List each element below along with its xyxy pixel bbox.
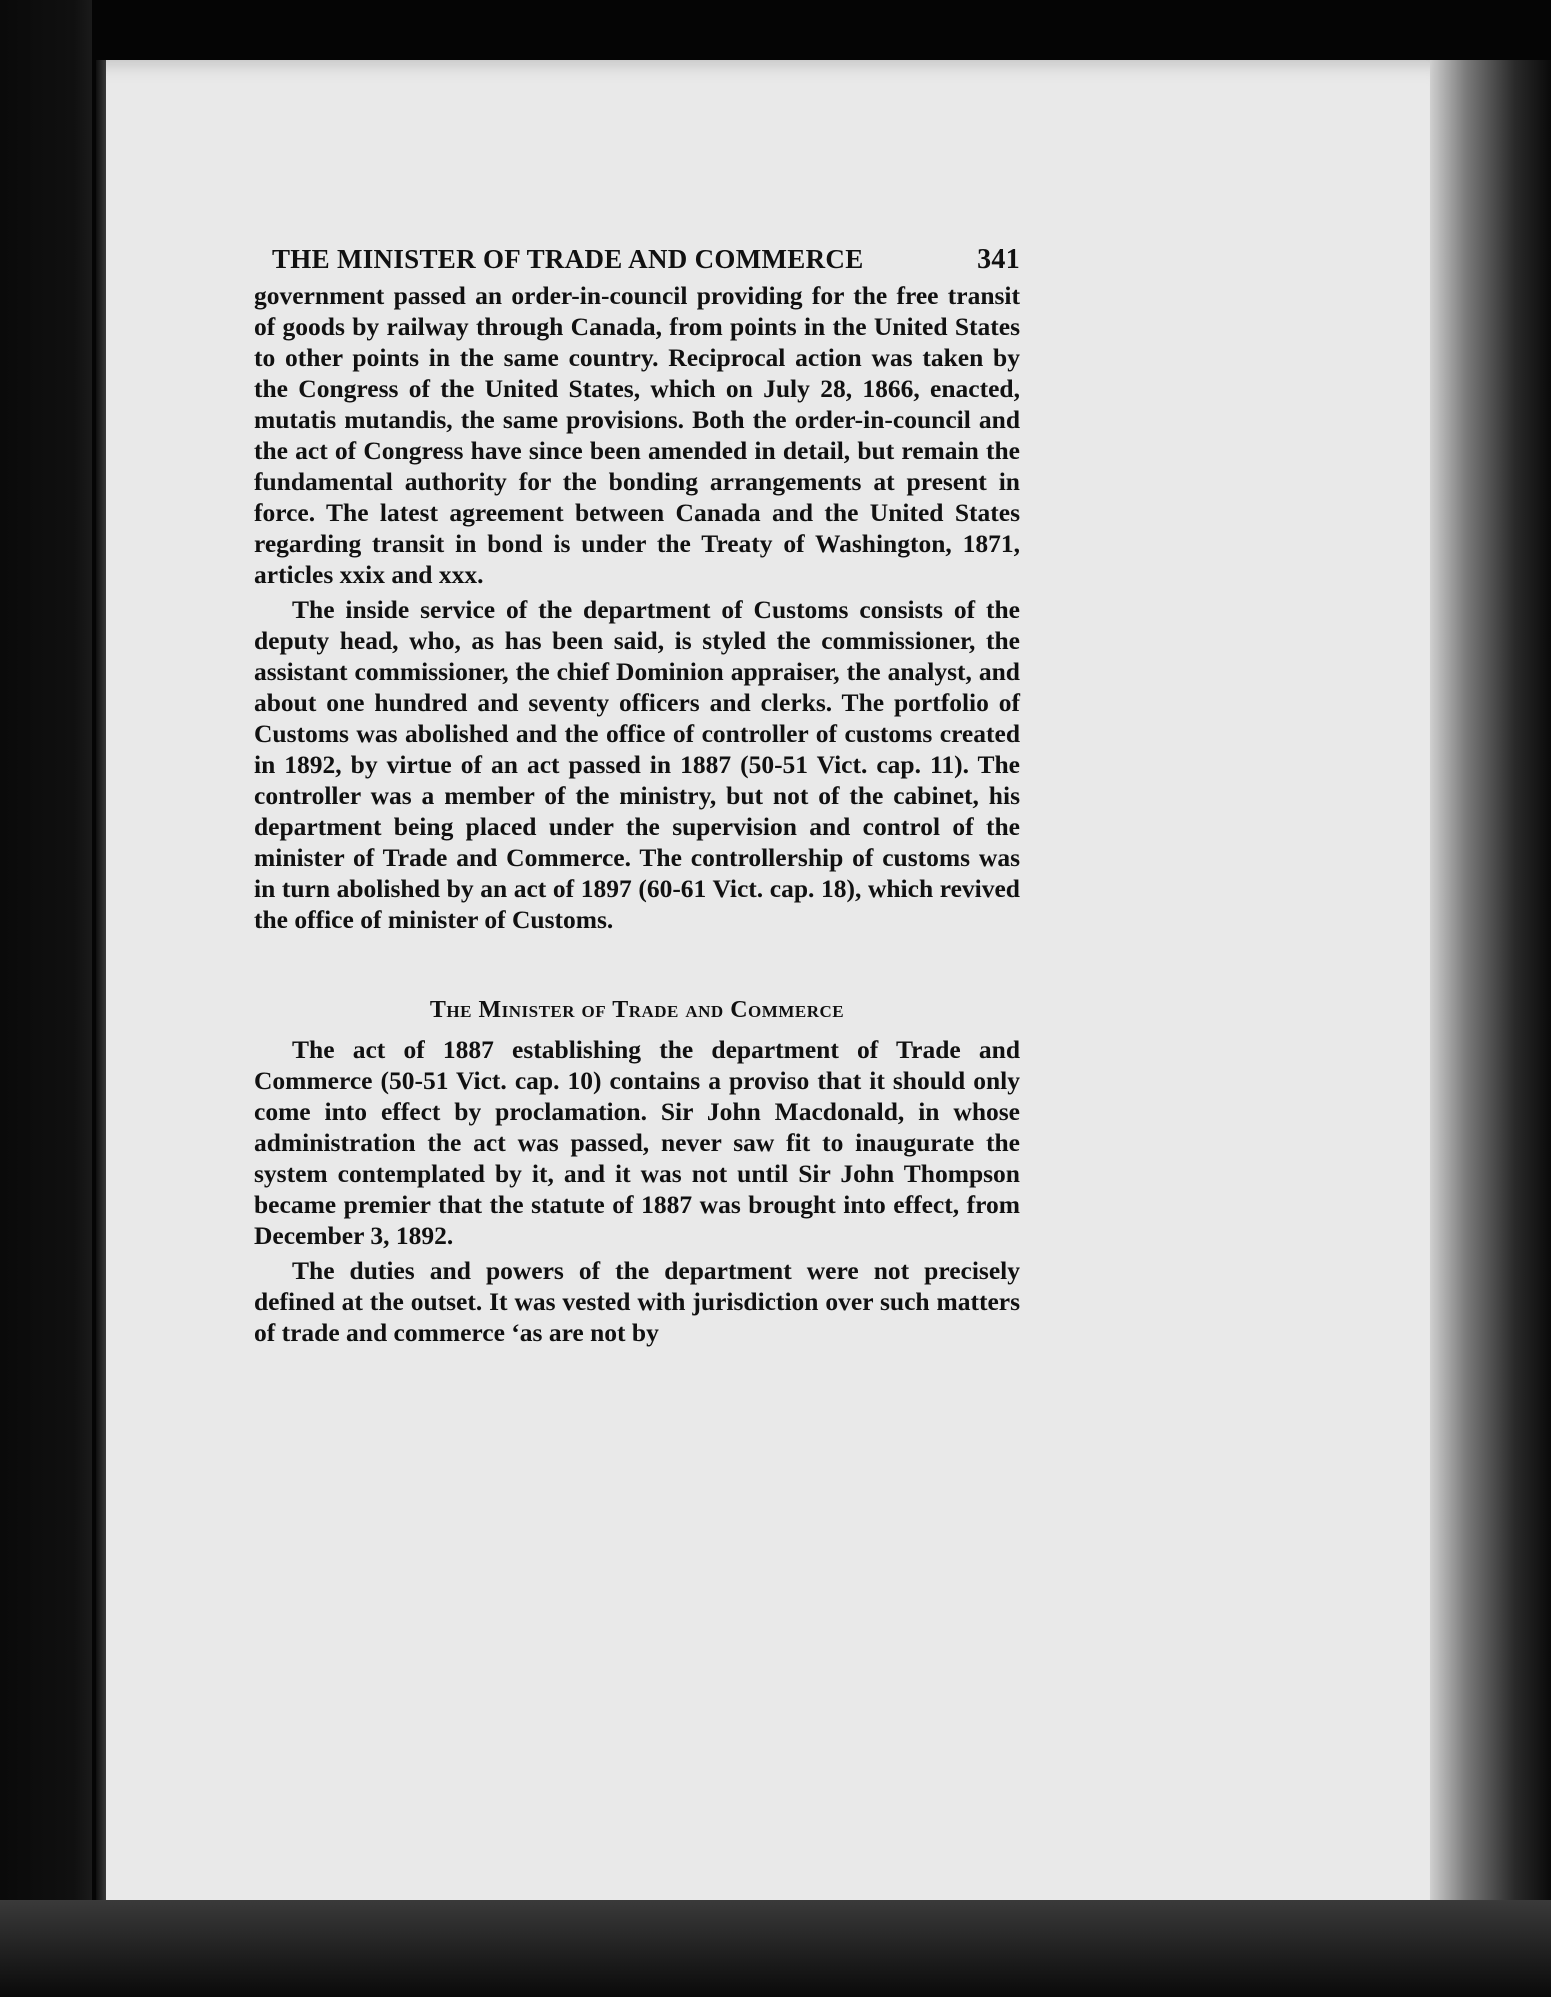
paragraph: The act of 1887 establishing the department of Trade and Commerce (50-51 Vict. cap. 10) contains a proviso that it should only come into effect by proclamation. Sir John Macdonald, in whose administration the act was passed, never saw fit to inaugurate the system contemplated by it, and it was not until Sir John Thompson became premier that the statute of 1887 was brought into effect, from December 3, 1892. xyxy=(254,1035,1020,1250)
page-fore-edge xyxy=(1430,60,1551,1960)
page-text xyxy=(254,244,1020,1348)
scan-bottom-margin xyxy=(0,1900,1551,1997)
page-number: 341 xyxy=(977,244,1020,275)
paragraph: The inside service of the department of Customs consists of the deputy head, who, as has been said, is styled the commissioner, the assistant commissioner, the chief Dominion appraiser, the analyst, and about one hundred and seventy officers and clerks. The portfolio of Customs was abolished and the office of controller of customs created in 1892, by virtue of an act passed in 1887 (50-51 Vict. cap. 11). The controller was a member of the ministry, but not of the cabinet, his department being placed under the supervision and control of the minister of Trade and Commerce. The controllership of customs was in turn abolished by an act of 1897 (60-61 Vict. cap. 18), which revived the office of minister of Customs. xyxy=(254,595,1020,934)
scan-left-margin xyxy=(0,0,92,1997)
running-head xyxy=(272,244,1020,276)
paragraph: government passed an order-in-council providing for the free transit of goods by railway through Canada, from points in the United States to other points in the same country. Reciprocal action was taken by the Congress of the United States, which on July 28, 1866, enacted, mutatis mutandis, the same provisions. Both the order-in-council and the act of Congress have since been amended in detail, but remain the fundamental authority for the bonding arrangements at present in force. The latest agreement between Canada and the United States regarding transit in bond is under the Treaty of Washington, 1871, articles xxix and xxx. xyxy=(254,281,1020,589)
page-spine-shadow xyxy=(96,60,106,1940)
paragraph: The duties and powers of the department were not precisely defined at the outset. It was vested with jurisdiction over such matters of trade and commerce ‘as are not by xyxy=(254,1256,1020,1347)
section-heading: The Minister of Trade and Commerce xyxy=(429,997,845,1023)
running-head-title: THE MINISTER OF TRADE AND COMMERCE xyxy=(272,244,864,274)
